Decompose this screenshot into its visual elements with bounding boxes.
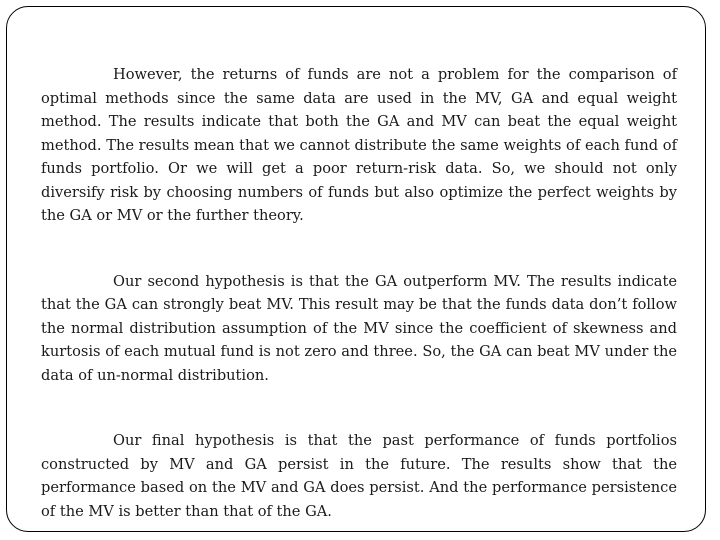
paragraph-optimal-methods: However, the returns of funds are not a problem for the comparison of optimal methods since the same data are used in the MV, GA and equal weight method. The results indicate that both the GA and MV can beat the equal weight method. The results mean that we cannot distribute the same weights of each fund of funds portfolio. Or we will get a poor return-risk data. So, we should not only diversify risk by choosing numbers of funds but also optimize the perfect weights by the GA or MV or the further theory. xyxy=(41,66,677,224)
paragraph-final-hypothesis: Our final hypothesis is that the past performance of funds portfolios constructed by MV and GA persist in the future. The results show that the performance based on the MV and GA does persist. And the performance persistence of the MV is better than that of the GA. xyxy=(41,432,677,520)
text-body xyxy=(41,63,677,523)
paragraph-second-hypothesis: Our second hypothesis is that the GA outperform MV. The results indicate that the GA can strongly beat MV. This result may be that the funds data don’t follow the normal distribution assumption of the MV since the coefficient of skewness and kurtosis of each mutual fund is not zero and three. So, the GA can beat MV under the data of un-normal distribution. xyxy=(41,272,677,384)
slide-frame xyxy=(6,6,706,532)
